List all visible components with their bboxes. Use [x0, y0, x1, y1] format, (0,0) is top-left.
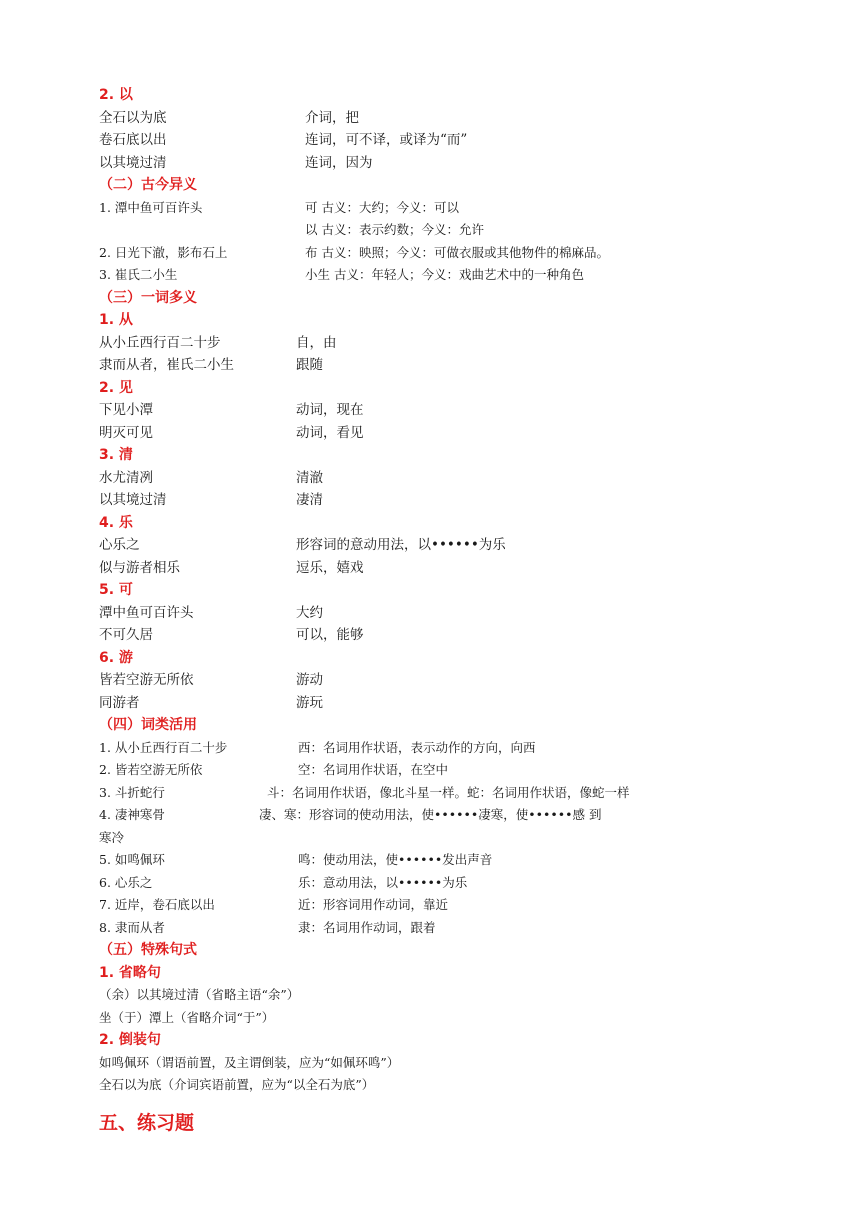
example-text: 心乐之 [99, 537, 140, 553]
gujin-row-4 [99, 264, 779, 287]
you-row-2 [99, 692, 779, 715]
meaning-text: 清澈 [296, 469, 323, 486]
huoyong-row-4 [99, 804, 779, 827]
word-label-le: 4. 乐 [99, 514, 133, 531]
meaning-text: 以 古义：表示约数；今义：允许 [305, 222, 484, 237]
heading-gujin-yiyi: （二）古今异义 [99, 177, 197, 193]
meaning-text: 空：名词用作状语，在空中 [298, 762, 449, 777]
meaning-text: 凄、寒：形容词的使动用法，使••••••凄寒，使••••••感 到 [259, 807, 602, 822]
shenglue-row-1: （余）以其境过清（省略主语“余”） [99, 987, 300, 1002]
meaning-text: 连词，可不译，或译为“而” [305, 132, 468, 148]
huoyong-row-4-cont [99, 827, 779, 850]
example-text: 8. 隶而从者 [99, 919, 165, 935]
example-text: 全石以为底 [99, 109, 167, 126]
le-row-1 [99, 534, 779, 557]
example-text: 下见小潭 [99, 402, 153, 418]
ke-row-1 [99, 602, 779, 625]
word-label-you: 6. 游 [99, 649, 133, 666]
example-text: 3. 斗折蛇行 [99, 784, 165, 800]
example-text: 同游者 [99, 694, 140, 711]
meaning-text: 游动 [296, 672, 323, 688]
example-text: 1. 从小丘西行百二十步 [99, 739, 228, 755]
cong-row-2 [99, 354, 779, 377]
daozhuang-row-1: 如鸣佩环（谓语前置，及主谓倒装，应为“如佩环鸣”） [99, 1054, 400, 1070]
meaning-text: 可 古义：大约；今义：可以 [305, 199, 459, 215]
meaning-text: 跟随 [296, 357, 323, 373]
word-label-cong: 1. 从 [99, 312, 133, 328]
example-text: 4. 凄神寒骨 [99, 807, 165, 822]
meaning-text: 布 古义：映照；今义：可做衣服或其他物件的棉麻品。 [305, 244, 609, 260]
heading-cilei-huoyong: （四）词类活用 [99, 717, 197, 733]
yi-row-2 [99, 129, 779, 152]
example-text: 隶而从者，崔氏二小生 [99, 357, 234, 373]
heading-yici-duoyi: （三）一词多义 [99, 289, 197, 306]
jian-row-1 [99, 399, 779, 422]
example-text: 明灭可见 [99, 424, 153, 441]
example-text: 2. 皆若空游无所依 [99, 762, 203, 777]
meaning-text: 自，由 [296, 334, 337, 351]
huoyong-row-3 [99, 782, 779, 805]
meaning-text: 乐：意动用法，以••••••为乐 [298, 874, 468, 890]
example-text: 7. 近岸，卷石底以出 [99, 897, 215, 912]
you-row-1 [99, 669, 779, 692]
label-shenglue-ju: 1. 省略句 [99, 964, 161, 981]
daozhuang-row-2: 全石以为底（介词宾语前置，应为“以全石为底”） [99, 1077, 375, 1092]
meaning-text: 游玩 [296, 694, 323, 711]
meaning-text: 动词，看见 [296, 424, 364, 441]
example-text: 5. 如鸣佩环 [99, 852, 165, 867]
huoyong-row-5 [99, 849, 779, 872]
meaning-text: 西：名词用作状语，表示动作的方向，向西 [298, 739, 536, 755]
label-daozhuang-ju: 2. 倒装句 [99, 1032, 161, 1048]
word-label-ke: 5. 可 [99, 582, 133, 598]
meaning-text: 小生 古义：年轻人；今义：戏曲艺术中的一种角色 [305, 267, 584, 282]
meaning-text: 大约 [296, 604, 323, 621]
meaning-text: 凄清 [296, 492, 323, 508]
gujin-row-1 [99, 197, 779, 220]
example-text: 潭中鱼可百许头 [99, 604, 194, 621]
qing-row-1 [99, 467, 779, 490]
example-text: 不可久居 [99, 627, 153, 643]
meaning-text: 介词，把 [305, 109, 359, 126]
meaning-text: 动词，现在 [296, 402, 364, 418]
gujin-row-2 [99, 219, 779, 242]
huoyong-row-1 [99, 737, 779, 760]
example-text: 寒冷 [99, 829, 125, 845]
huoyong-row-7 [99, 894, 779, 917]
example-text: 从小丘西行百二十步 [99, 334, 221, 351]
example-text: 2. 日光下澈，影布石上 [99, 244, 228, 260]
heading-lianxi-ti: 五、练习题 [99, 1111, 195, 1134]
example-text: 卷石底以出 [99, 132, 167, 148]
huoyong-row-6 [99, 872, 779, 895]
heading-teshu-jushi: （五）特殊句式 [99, 942, 197, 958]
shenglue-row-2: 坐（于）潭上（省略介词“于”） [99, 1009, 275, 1025]
example-text: 6. 心乐之 [99, 874, 153, 890]
example-text: 3. 崔氏二小生 [99, 267, 178, 282]
example-text: 水尤清冽 [99, 469, 153, 486]
qing-row-2 [99, 489, 779, 512]
yi-row-3 [99, 152, 779, 175]
huoyong-row-2 [99, 759, 779, 782]
jian-row-2 [99, 422, 779, 445]
example-text: 皆若空游无所依 [99, 672, 194, 688]
example-text: 以其境过清 [99, 154, 167, 171]
cong-row-1 [99, 332, 779, 355]
yi-row-1 [99, 107, 779, 130]
example-text: 以其境过清 [99, 492, 167, 508]
meaning-text: 连词，因为 [305, 154, 373, 171]
meaning-text: 隶：名词用作动词，跟着 [298, 919, 436, 935]
meaning-text: 斗：名词用作状语，像北斗星一样。蛇：名词用作状语，像蛇一样 [267, 784, 630, 800]
meaning-text: 逗乐，嬉戏 [296, 559, 364, 576]
word-label-jian: 2. 见 [99, 379, 133, 396]
example-text: 似与游者相乐 [99, 559, 180, 576]
document-page [99, 84, 779, 1143]
meaning-text: 可以，能够 [296, 627, 364, 643]
word-label-qing: 3. 清 [99, 447, 133, 463]
meaning-text: 近：形容词用作动词，靠近 [298, 897, 449, 912]
example-text: 1. 潭中鱼可百许头 [99, 199, 203, 215]
meaning-text: 鸣：使动用法，使••••••发出声音 [298, 852, 493, 867]
ke-row-2 [99, 624, 779, 647]
huoyong-row-8 [99, 917, 779, 940]
meaning-text: 形容词的意动用法，以••••••为乐 [296, 537, 506, 553]
gujin-row-3 [99, 242, 779, 265]
le-row-2 [99, 557, 779, 580]
heading-yi: 2. 以 [99, 87, 133, 103]
